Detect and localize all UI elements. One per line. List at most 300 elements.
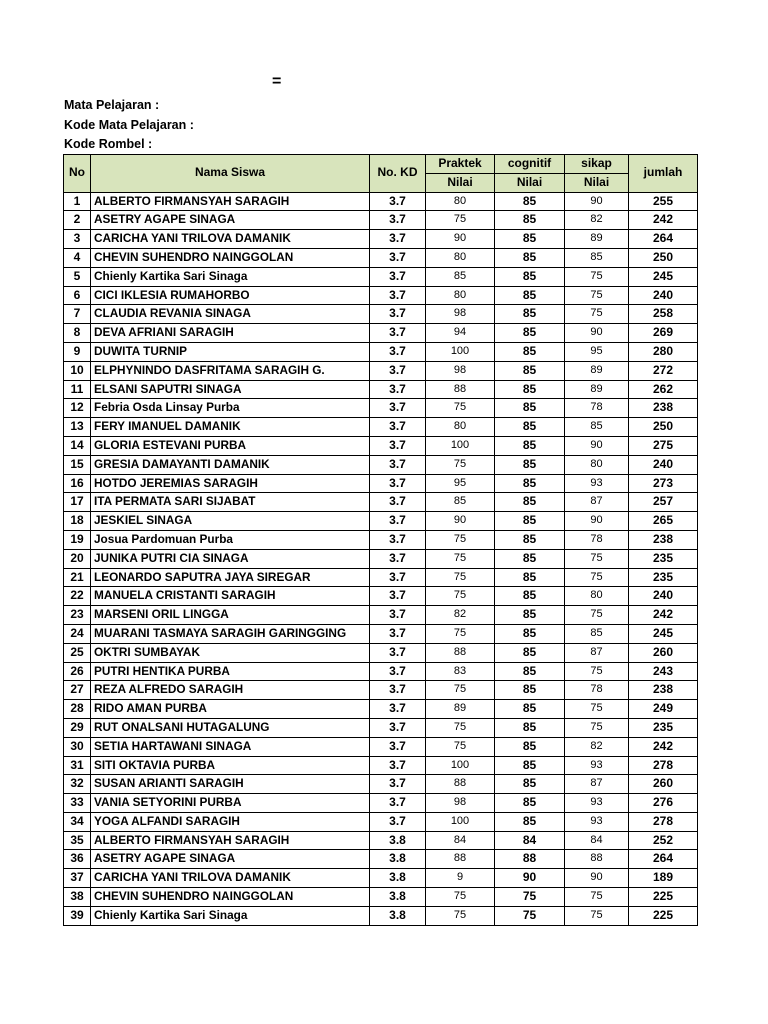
cell-praktek-nilai: 100 [426, 342, 495, 361]
table-row [64, 794, 698, 813]
cell-no: 8 [64, 324, 91, 343]
table-row [64, 248, 698, 267]
table-row [64, 211, 698, 230]
cell-cognitif-nilai: 85 [495, 399, 565, 418]
table-row [64, 380, 698, 399]
cell-no-kd: 3.7 [370, 624, 426, 643]
table-row [64, 775, 698, 794]
cell-no-kd: 3.7 [370, 718, 426, 737]
cell-nama-siswa: RUT ONALSANI HUTAGALUNG [91, 718, 370, 737]
cell-no: 17 [64, 493, 91, 512]
cell-no-kd: 3.7 [370, 192, 426, 211]
cell-praktek-nilai: 75 [426, 681, 495, 700]
cell-sikap-nilai: 82 [565, 211, 629, 230]
kode-mata-pelajaran-label: Kode Mata Pelajaran : [64, 118, 194, 132]
cell-sikap-nilai: 75 [565, 662, 629, 681]
cell-no-kd: 3.7 [370, 530, 426, 549]
cell-cognitif-nilai: 85 [495, 267, 565, 286]
cell-sikap-nilai: 85 [565, 418, 629, 437]
cell-jumlah: 262 [629, 380, 698, 399]
cell-no-kd: 3.7 [370, 267, 426, 286]
cell-cognitif-nilai: 85 [495, 643, 565, 662]
cell-praktek-nilai: 75 [426, 906, 495, 925]
cell-no: 24 [64, 624, 91, 643]
header-cognitif-nilai: Nilai [495, 173, 565, 192]
cell-nama-siswa: ITA PERMATA SARI SIJABAT [91, 493, 370, 512]
cell-cognitif-nilai: 85 [495, 812, 565, 831]
cell-no-kd: 3.8 [370, 831, 426, 850]
cell-cognitif-nilai: 85 [495, 681, 565, 700]
cell-sikap-nilai: 93 [565, 812, 629, 831]
cell-sikap-nilai: 75 [565, 700, 629, 719]
header-nama-siswa: Nama Siswa [91, 155, 370, 193]
table-row [64, 324, 698, 343]
cell-cognitif-nilai: 85 [495, 568, 565, 587]
cell-praktek-nilai: 88 [426, 643, 495, 662]
grades-table [63, 154, 698, 926]
cell-no-kd: 3.7 [370, 568, 426, 587]
cell-jumlah: 242 [629, 211, 698, 230]
cell-cognitif-nilai: 85 [495, 211, 565, 230]
cell-praktek-nilai: 89 [426, 700, 495, 719]
table-row [64, 399, 698, 418]
cell-praktek-nilai: 82 [426, 606, 495, 625]
cell-nama-siswa: VANIA SETYORINI PURBA [91, 794, 370, 813]
cell-no: 2 [64, 211, 91, 230]
cell-cognitif-nilai: 75 [495, 888, 565, 907]
kode-rombel-label: Kode Rombel : [64, 137, 153, 151]
cell-praktek-nilai: 80 [426, 418, 495, 437]
cell-nama-siswa: CICI IKLESIA RUMAHORBO [91, 286, 370, 305]
cell-jumlah: 250 [629, 418, 698, 437]
cell-nama-siswa: Chienly Kartika Sari Sinaga [91, 267, 370, 286]
cell-no-kd: 3.8 [370, 850, 426, 869]
cell-no-kd: 3.8 [370, 906, 426, 925]
cell-no-kd: 3.7 [370, 474, 426, 493]
cell-no: 31 [64, 756, 91, 775]
cell-jumlah: 255 [629, 192, 698, 211]
header-praktek-nilai: Nilai [426, 173, 495, 192]
cell-praktek-nilai: 80 [426, 286, 495, 305]
cell-cognitif-nilai: 85 [495, 305, 565, 324]
cell-sikap-nilai: 75 [565, 906, 629, 925]
cell-no: 10 [64, 361, 91, 380]
cell-no-kd: 3.7 [370, 324, 426, 343]
cell-nama-siswa: FERY IMANUEL DAMANIK [91, 418, 370, 437]
cell-nama-siswa: ELPHYNINDO DASFRITAMA SARAGIH G. [91, 361, 370, 380]
cell-praktek-nilai: 98 [426, 361, 495, 380]
cell-sikap-nilai: 90 [565, 436, 629, 455]
cell-cognitif-nilai: 85 [495, 775, 565, 794]
cell-jumlah: 264 [629, 850, 698, 869]
cell-praktek-nilai: 100 [426, 436, 495, 455]
cell-no: 38 [64, 888, 91, 907]
cell-no-kd: 3.7 [370, 361, 426, 380]
cell-jumlah: 242 [629, 606, 698, 625]
cell-nama-siswa: CHEVIN SUHENDRO NAINGGOLAN [91, 248, 370, 267]
cell-nama-siswa: REZA ALFREDO SARAGIH [91, 681, 370, 700]
cell-sikap-nilai: 80 [565, 455, 629, 474]
cell-no: 21 [64, 568, 91, 587]
cell-nama-siswa: ASETRY AGAPE SINAGA [91, 850, 370, 869]
cell-jumlah: 275 [629, 436, 698, 455]
cell-no: 28 [64, 700, 91, 719]
cell-no: 4 [64, 248, 91, 267]
table-row [64, 493, 698, 512]
cell-sikap-nilai: 93 [565, 474, 629, 493]
cell-no: 1 [64, 192, 91, 211]
cell-sikap-nilai: 93 [565, 794, 629, 813]
cell-no: 23 [64, 606, 91, 625]
cell-jumlah: 240 [629, 587, 698, 606]
cell-praktek-nilai: 88 [426, 380, 495, 399]
cell-cognitif-nilai: 85 [495, 587, 565, 606]
cell-praktek-nilai: 83 [426, 662, 495, 681]
cell-jumlah: 238 [629, 530, 698, 549]
table-body [64, 192, 698, 925]
cell-jumlah: 225 [629, 906, 698, 925]
cell-no: 11 [64, 380, 91, 399]
cell-nama-siswa: MARSENI ORIL LINGGA [91, 606, 370, 625]
table-row [64, 888, 698, 907]
mata-pelajaran-label: Mata Pelajaran : [64, 98, 160, 112]
cell-cognitif-nilai: 85 [495, 700, 565, 719]
cell-sikap-nilai: 87 [565, 643, 629, 662]
cell-praktek-nilai: 90 [426, 512, 495, 531]
cell-no: 3 [64, 230, 91, 249]
table-row [64, 850, 698, 869]
cell-no: 27 [64, 681, 91, 700]
table-row [64, 549, 698, 568]
cell-sikap-nilai: 95 [565, 342, 629, 361]
cell-jumlah: 269 [629, 324, 698, 343]
cell-no-kd: 3.7 [370, 775, 426, 794]
table-header [64, 155, 698, 193]
cell-no-kd: 3.7 [370, 248, 426, 267]
cell-no-kd: 3.7 [370, 342, 426, 361]
cell-jumlah: 265 [629, 512, 698, 531]
cell-no: 19 [64, 530, 91, 549]
cell-praktek-nilai: 95 [426, 474, 495, 493]
cell-no: 34 [64, 812, 91, 831]
cell-nama-siswa: JUNIKA PUTRI CIA SINAGA [91, 549, 370, 568]
cell-cognitif-nilai: 85 [495, 248, 565, 267]
cell-praktek-nilai: 80 [426, 192, 495, 211]
table-row [64, 756, 698, 775]
cell-nama-siswa: RIDO AMAN PURBA [91, 700, 370, 719]
cell-jumlah: 252 [629, 831, 698, 850]
cell-praktek-nilai: 85 [426, 493, 495, 512]
cell-no: 13 [64, 418, 91, 437]
cell-no: 16 [64, 474, 91, 493]
cell-no: 35 [64, 831, 91, 850]
cell-cognitif-nilai: 85 [495, 737, 565, 756]
cell-nama-siswa: ASETRY AGAPE SINAGA [91, 211, 370, 230]
cell-jumlah: 280 [629, 342, 698, 361]
cell-cognitif-nilai: 88 [495, 850, 565, 869]
cell-sikap-nilai: 84 [565, 831, 629, 850]
cell-jumlah: 189 [629, 869, 698, 888]
cell-no-kd: 3.7 [370, 681, 426, 700]
cell-cognitif-nilai: 85 [495, 286, 565, 305]
table-row [64, 812, 698, 831]
cell-nama-siswa: DEVA AFRIANI SARAGIH [91, 324, 370, 343]
table-row [64, 192, 698, 211]
cell-no-kd: 3.7 [370, 380, 426, 399]
cell-no-kd: 3.7 [370, 436, 426, 455]
cell-nama-siswa: Chienly Kartika Sari Sinaga [91, 906, 370, 925]
table-row [64, 700, 698, 719]
cell-sikap-nilai: 85 [565, 624, 629, 643]
cell-nama-siswa: PUTRI HENTIKA PURBA [91, 662, 370, 681]
cell-nama-siswa: Febria Osda Linsay Purba [91, 399, 370, 418]
cell-jumlah: 276 [629, 794, 698, 813]
cell-cognitif-nilai: 85 [495, 342, 565, 361]
cell-praktek-nilai: 98 [426, 794, 495, 813]
cell-praktek-nilai: 88 [426, 850, 495, 869]
table-row [64, 267, 698, 286]
cell-cognitif-nilai: 85 [495, 474, 565, 493]
cell-no: 37 [64, 869, 91, 888]
cell-jumlah: 225 [629, 888, 698, 907]
header-praktek: Praktek [426, 155, 495, 174]
cell-jumlah: 240 [629, 286, 698, 305]
cell-nama-siswa: CARICHA YANI TRILOVA DAMANIK [91, 869, 370, 888]
cell-praktek-nilai: 9 [426, 869, 495, 888]
cell-no-kd: 3.7 [370, 700, 426, 719]
header-cognitif: cognitif [495, 155, 565, 174]
table-row [64, 681, 698, 700]
table-row [64, 606, 698, 625]
cell-no-kd: 3.7 [370, 230, 426, 249]
cell-praktek-nilai: 75 [426, 455, 495, 474]
cell-sikap-nilai: 85 [565, 248, 629, 267]
cell-jumlah: 272 [629, 361, 698, 380]
cell-sikap-nilai: 75 [565, 549, 629, 568]
table-row [64, 831, 698, 850]
cell-jumlah: 235 [629, 549, 698, 568]
table-row [64, 624, 698, 643]
cell-no: 22 [64, 587, 91, 606]
cell-no: 32 [64, 775, 91, 794]
cell-sikap-nilai: 75 [565, 888, 629, 907]
cell-cognitif-nilai: 85 [495, 192, 565, 211]
cell-no: 12 [64, 399, 91, 418]
cell-nama-siswa: GLORIA ESTEVANI PURBA [91, 436, 370, 455]
cell-nama-siswa: CLAUDIA REVANIA SINAGA [91, 305, 370, 324]
table-row [64, 869, 698, 888]
cell-no: 20 [64, 549, 91, 568]
cell-praktek-nilai: 85 [426, 267, 495, 286]
cell-praktek-nilai: 75 [426, 549, 495, 568]
cell-sikap-nilai: 78 [565, 681, 629, 700]
cell-no-kd: 3.7 [370, 737, 426, 756]
title-mark: = [272, 73, 282, 90]
cell-praktek-nilai: 75 [426, 568, 495, 587]
table-row [64, 568, 698, 587]
cell-nama-siswa: ALBERTO FIRMANSYAH SARAGIH [91, 192, 370, 211]
table-row [64, 662, 698, 681]
cell-no-kd: 3.7 [370, 512, 426, 531]
cell-cognitif-nilai: 85 [495, 324, 565, 343]
cell-sikap-nilai: 80 [565, 587, 629, 606]
cell-jumlah: 260 [629, 775, 698, 794]
cell-no-kd: 3.7 [370, 211, 426, 230]
cell-cognitif-nilai: 90 [495, 869, 565, 888]
cell-praktek-nilai: 75 [426, 718, 495, 737]
cell-jumlah: 278 [629, 756, 698, 775]
cell-sikap-nilai: 82 [565, 737, 629, 756]
cell-cognitif-nilai: 85 [495, 662, 565, 681]
cell-cognitif-nilai: 85 [495, 380, 565, 399]
cell-no-kd: 3.7 [370, 812, 426, 831]
cell-nama-siswa: Josua Pardomuan Purba [91, 530, 370, 549]
cell-jumlah: 242 [629, 737, 698, 756]
cell-no-kd: 3.7 [370, 286, 426, 305]
cell-praktek-nilai: 75 [426, 530, 495, 549]
cell-nama-siswa: HOTDO JEREMIAS SARAGIH [91, 474, 370, 493]
cell-nama-siswa: ALBERTO FIRMANSYAH SARAGIH [91, 831, 370, 850]
cell-sikap-nilai: 89 [565, 380, 629, 399]
cell-sikap-nilai: 89 [565, 361, 629, 380]
cell-cognitif-nilai: 85 [495, 230, 565, 249]
cell-praktek-nilai: 75 [426, 399, 495, 418]
header-sikap: sikap [565, 155, 629, 174]
cell-cognitif-nilai: 85 [495, 718, 565, 737]
cell-nama-siswa: DUWITA TURNIP [91, 342, 370, 361]
cell-jumlah: 258 [629, 305, 698, 324]
cell-praktek-nilai: 100 [426, 756, 495, 775]
cell-praktek-nilai: 75 [426, 888, 495, 907]
cell-praktek-nilai: 90 [426, 230, 495, 249]
cell-no: 26 [64, 662, 91, 681]
cell-no: 39 [64, 906, 91, 925]
cell-sikap-nilai: 75 [565, 286, 629, 305]
cell-sikap-nilai: 90 [565, 512, 629, 531]
cell-praktek-nilai: 80 [426, 248, 495, 267]
cell-nama-siswa: MANUELA CRISTANTI SARAGIH [91, 587, 370, 606]
cell-nama-siswa: CARICHA YANI TRILOVA DAMANIK [91, 230, 370, 249]
cell-praktek-nilai: 84 [426, 831, 495, 850]
cell-nama-siswa: YOGA ALFANDI SARAGIH [91, 812, 370, 831]
table-row [64, 643, 698, 662]
cell-sikap-nilai: 75 [565, 267, 629, 286]
cell-no: 36 [64, 850, 91, 869]
cell-praktek-nilai: 75 [426, 624, 495, 643]
cell-no-kd: 3.7 [370, 399, 426, 418]
cell-no-kd: 3.7 [370, 587, 426, 606]
cell-cognitif-nilai: 85 [495, 436, 565, 455]
table-row [64, 305, 698, 324]
cell-no: 7 [64, 305, 91, 324]
cell-sikap-nilai: 87 [565, 493, 629, 512]
cell-no: 14 [64, 436, 91, 455]
cell-no: 29 [64, 718, 91, 737]
cell-cognitif-nilai: 85 [495, 606, 565, 625]
cell-jumlah: 245 [629, 267, 698, 286]
cell-jumlah: 235 [629, 568, 698, 587]
cell-sikap-nilai: 75 [565, 305, 629, 324]
cell-no-kd: 3.7 [370, 794, 426, 813]
cell-cognitif-nilai: 75 [495, 906, 565, 925]
cell-no-kd: 3.7 [370, 662, 426, 681]
cell-sikap-nilai: 78 [565, 530, 629, 549]
cell-jumlah: 238 [629, 399, 698, 418]
cell-jumlah: 240 [629, 455, 698, 474]
cell-no-kd: 3.7 [370, 493, 426, 512]
cell-no-kd: 3.8 [370, 888, 426, 907]
cell-praktek-nilai: 88 [426, 775, 495, 794]
cell-nama-siswa: LEONARDO SAPUTRA JAYA SIREGAR [91, 568, 370, 587]
table-row [64, 587, 698, 606]
cell-sikap-nilai: 90 [565, 869, 629, 888]
cell-jumlah: 235 [629, 718, 698, 737]
cell-sikap-nilai: 90 [565, 324, 629, 343]
cell-praktek-nilai: 75 [426, 587, 495, 606]
cell-nama-siswa: SETIA HARTAWANI SINAGA [91, 737, 370, 756]
cell-jumlah: 264 [629, 230, 698, 249]
cell-sikap-nilai: 75 [565, 718, 629, 737]
cell-sikap-nilai: 88 [565, 850, 629, 869]
cell-nama-siswa: SITI OKTAVIA PURBA [91, 756, 370, 775]
table-row [64, 455, 698, 474]
cell-jumlah: 250 [629, 248, 698, 267]
cell-nama-siswa: GRESIA DAMAYANTI DAMANIK [91, 455, 370, 474]
cell-nama-siswa: CHEVIN SUHENDRO NAINGGOLAN [91, 888, 370, 907]
header-jumlah: jumlah [629, 155, 698, 193]
cell-no: 25 [64, 643, 91, 662]
cell-no-kd: 3.7 [370, 549, 426, 568]
cell-cognitif-nilai: 85 [495, 493, 565, 512]
table-row [64, 418, 698, 437]
cell-nama-siswa: JESKIEL SINAGA [91, 512, 370, 531]
table-row [64, 342, 698, 361]
cell-praktek-nilai: 94 [426, 324, 495, 343]
header-no: No [64, 155, 91, 193]
cell-jumlah: 273 [629, 474, 698, 493]
cell-no: 5 [64, 267, 91, 286]
cell-cognitif-nilai: 85 [495, 624, 565, 643]
table-row [64, 474, 698, 493]
cell-no-kd: 3.7 [370, 455, 426, 474]
cell-nama-siswa: ELSANI SAPUTRI SINAGA [91, 380, 370, 399]
table-row [64, 512, 698, 531]
cell-jumlah: 243 [629, 662, 698, 681]
cell-sikap-nilai: 78 [565, 399, 629, 418]
cell-sikap-nilai: 90 [565, 192, 629, 211]
cell-no: 33 [64, 794, 91, 813]
cell-jumlah: 245 [629, 624, 698, 643]
cell-cognitif-nilai: 85 [495, 455, 565, 474]
cell-cognitif-nilai: 84 [495, 831, 565, 850]
cell-no: 18 [64, 512, 91, 531]
cell-no: 9 [64, 342, 91, 361]
cell-no-kd: 3.7 [370, 756, 426, 775]
table-row [64, 230, 698, 249]
cell-sikap-nilai: 89 [565, 230, 629, 249]
table-row [64, 906, 698, 925]
cell-jumlah: 257 [629, 493, 698, 512]
cell-no: 15 [64, 455, 91, 474]
header-no-kd: No. KD [370, 155, 426, 193]
cell-sikap-nilai: 75 [565, 606, 629, 625]
cell-no-kd: 3.7 [370, 643, 426, 662]
cell-cognitif-nilai: 85 [495, 361, 565, 380]
cell-sikap-nilai: 87 [565, 775, 629, 794]
cell-jumlah: 260 [629, 643, 698, 662]
cell-nama-siswa: MUARANI TASMAYA SARAGIH GARINGGING [91, 624, 370, 643]
table-row [64, 436, 698, 455]
